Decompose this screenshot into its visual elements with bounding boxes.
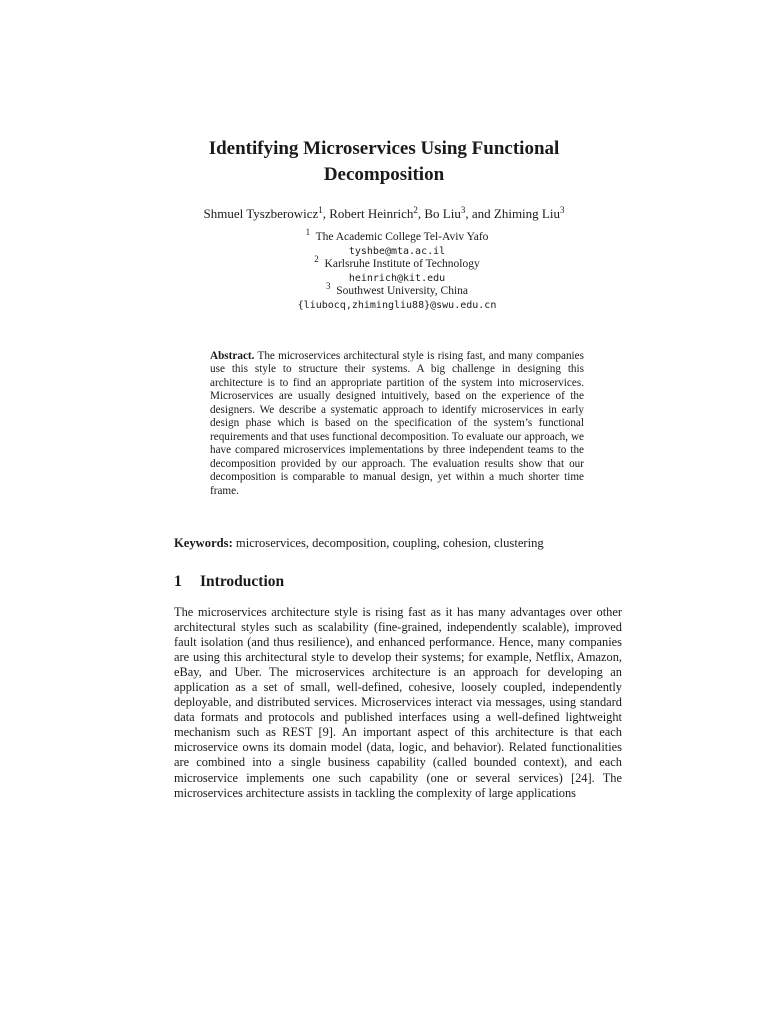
section-body (174, 605, 622, 801)
keywords-text: microservices, decomposition, coupling, cohesion, clustering (235, 536, 544, 550)
affil-marker: 3 (325, 281, 331, 291)
affil-name: Karlsruhe Institute of Technology (324, 258, 480, 270)
author-name: Robert Heinrich (329, 206, 414, 221)
author-affil-marker: 2 (413, 205, 418, 215)
author-affil-marker: 3 (460, 205, 466, 215)
abstract-text: The microservices architectural style is rising fast, and many companies use this style to structure their systems. A big challenge in designing this architecture is to find an appropriate partition of the system into microservices. Microservices are usually designed intuitively, based on the experience of the designers. We describe a systematic approach to identify microservices in early design phase which is based on the specification of the system’s functional requirements and that uses functional decomposition. To evaluate our approach, we have compared microservices implementations by three independent teams to the decomposition provided by our approach. The evaluation results show that our decomposition is comparable to manual design, yet within a much shorter time frame. (210, 350, 584, 497)
author-list (0, 205, 768, 223)
author-name: Shmuel Tyszberowicz (203, 206, 319, 221)
author-name: Bo Liu (424, 206, 461, 221)
section-heading (174, 572, 284, 592)
affil-email: tyshbe@mta.ac.il (348, 245, 446, 257)
keywords-label: Keywords: (174, 536, 233, 550)
affil-name: The Academic College Tel-Aviv Yafo (315, 231, 489, 243)
affil-email: {liubocq,zhimingliu88}@swu.edu.cn (297, 299, 497, 311)
abstract-label: Abstract. (210, 350, 255, 362)
section-title: Introduction (200, 573, 285, 590)
author-affil-marker: 1 (318, 205, 323, 215)
paper-title (0, 136, 768, 188)
affil-marker: 2 (314, 254, 319, 264)
affiliation-item (0, 254, 768, 272)
affiliation-item (0, 227, 768, 245)
affil-marker: 1 (305, 227, 311, 237)
author-separator: , (417, 206, 425, 221)
abstract (210, 350, 584, 498)
affil-name: Southwest University, China (336, 285, 469, 297)
affiliation-item (0, 281, 768, 299)
title-line-1: Identifying Microservices Using Functional (208, 138, 560, 159)
affiliation-list (0, 227, 768, 312)
author-separator: , and (465, 206, 494, 221)
author-affil-marker: 3 (559, 205, 565, 215)
author-separator: , (322, 206, 330, 221)
keywords (174, 535, 622, 551)
author-name: Zhiming Liu (493, 206, 560, 221)
affil-email: heinrich@kit.edu (348, 272, 446, 284)
section-number: 1 (174, 573, 182, 590)
body-paragraph: The microservices architecture style is rising fast as it has many advantages over other architectural styles such as scalability (fine-grained, independently scalable), improved fault isolation (and thus resilience), and enhanced performance. Hence, many companies are using this architectural style to develop their systems; for example, Netflix, Amazon, eBay, and Uber. The microservices architecture is an approach for developing an application as a set of small, well-defined, cohesive, loosely coupled, independently deployable, and distributed services. Microservices interact via messages, using standard data formats and protocols and published interfaces using a well-defined lightweight mechanism such as REST [9]. An important aspect of this architecture is that each microservice owns its domain model (data, logic, and behavior). Related functionalities are combined into a single business capability (called bounded context), and each microservice implements one such capability (one or several services) [24]. The microservices architecture assists in tackling the complexity of large applications (174, 605, 622, 800)
title-line-2: Decomposition (323, 164, 445, 185)
